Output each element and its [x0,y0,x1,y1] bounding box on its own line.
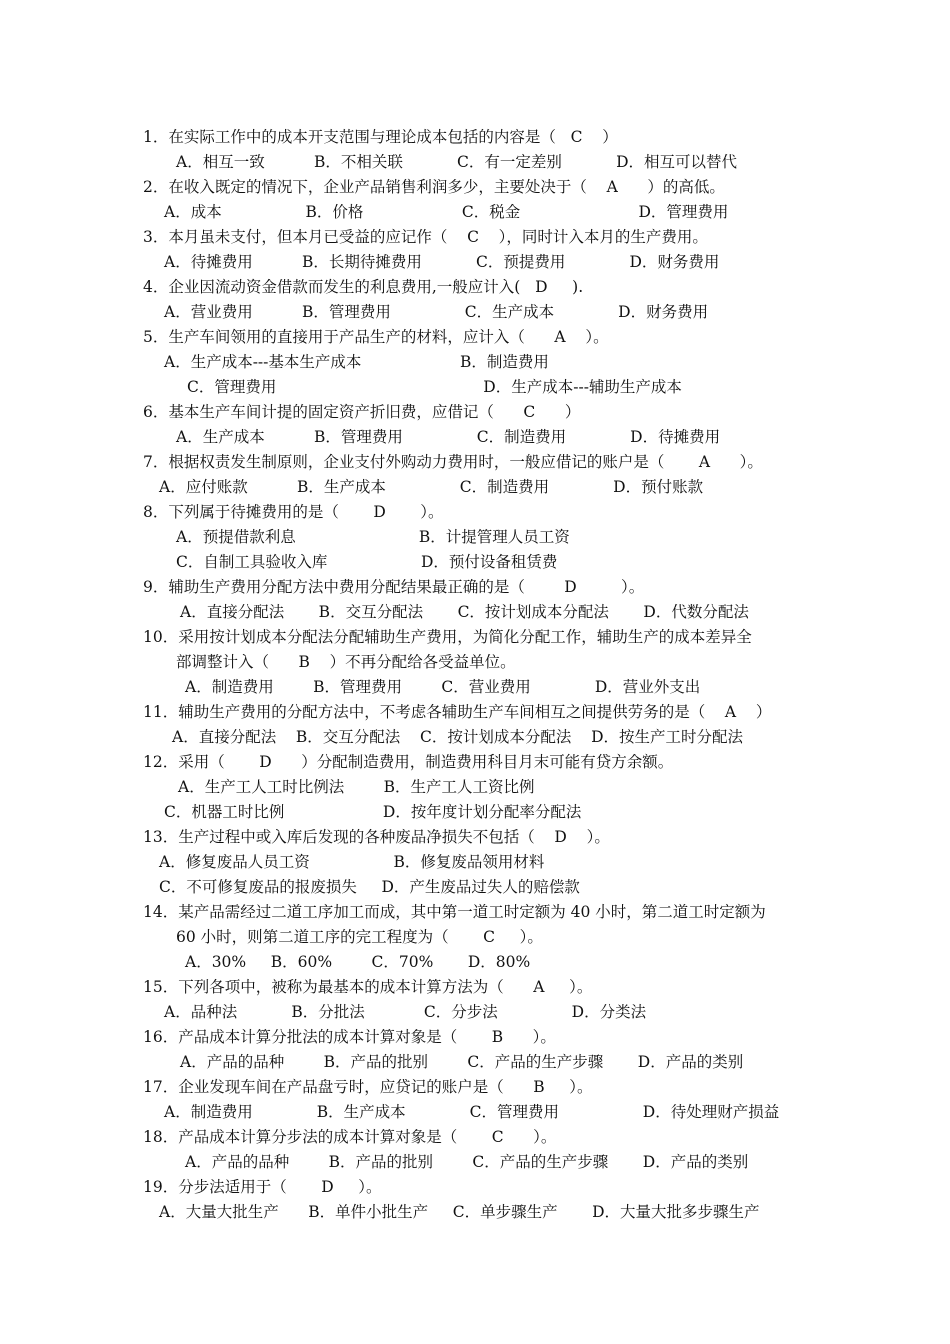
question-18: 18．产品成本计算分步法的成本计算对象是（ C ）。 [143,1128,557,1146]
options-16: A．产品的品种 B．产品的批别 C．产品的生产步骤 D．产品的类别 [180,1053,744,1071]
options-11: A．直接分配法 B．交互分配法 C．按计划成本分配法 D．按生产工时分配法 [172,728,743,746]
options-1: A．相互一致 B．不相关联 C．有一定差别 D．相互可以替代 [176,153,738,171]
options-5b: C．管理费用 D．生产成本---辅助生产成本 [187,378,682,396]
options-9: A．直接分配法 B．交互分配法 C．按计划成本分配法 D．代数分配法 [180,603,749,621]
options-10: A．制造费用 B．管理费用 C．营业费用 D．营业外支出 [185,678,701,696]
options-12b: C．机器工时比例 D．按年度计划分配率分配法 [164,803,582,821]
options-8b: C．自制工具验收入库 D．预付设备租赁费 [176,553,558,571]
question-8: 8．下列属于待摊费用的是（ D ）。 [143,503,444,521]
options-8a: A．预提借款利息 B．计提管理人员工资 [176,528,570,546]
question-3: 3．本月虽未支付，但本月已受益的应记作（ C ），同时计入本月的生产费用。 [143,228,708,246]
options-7: A．应付账款 B．生产成本 C．制造费用 D．预付账款 [159,478,704,496]
options-15: A．品种法 B．分批法 C．分步法 D．分类法 [164,1003,647,1021]
options-18: A．产品的品种 B．产品的批别 C．产品的生产步骤 D．产品的类别 [185,1153,749,1171]
options-13a: A．修复废品人员工资 B．修复废品领用材料 [159,853,545,871]
question-11: 11．辅助生产费用的分配方法中，不考虑各辅助生产车间相互之间提供劳务的是（ A ） [143,703,772,721]
question-10-cont: 部调整计入（ B ）不再分配给各受益单位。 [176,653,516,671]
question-1: 1．在实际工作中的成本开支范围与理论成本包括的内容是（ C ） [143,128,618,146]
options-14: A．30% B．60% C．70% D．80% [185,953,531,971]
options-6: A．生产成本 B．管理费用 C．制造费用 D．待摊费用 [176,428,721,446]
question-13: 13．生产过程中或入库后发现的各种废品净损失不包括（ D ）。 [143,828,610,846]
options-2: A．成本 B．价格 C．税金 D．管理费用 [164,203,729,221]
options-19: A．大量大批生产 B．单件小批生产 C．单步骤生产 D．大量大批多步骤生产 [159,1203,760,1221]
question-6: 6．基本生产车间计提的固定资产折旧费，应借记（ C ） [143,403,581,421]
options-5a: A．生产成本---基本生产成本 B．制造费用 [164,353,549,371]
question-16: 16．产品成本计算分批法的成本计算对象是（ B ）。 [143,1028,556,1046]
question-12: 12．采用（ D ）分配制造费用，制造费用科目月末可能有贷方余额。 [143,753,674,771]
question-17: 17．企业发现车间在产品盘亏时，应贷记的账户是（ B ）。 [143,1078,593,1096]
question-5: 5．生产车间领用的直接用于产品生产的材料，应计入（ A ）。 [143,328,609,346]
question-7: 7．根据权责发生制原则，企业支付外购动力费用时，一般应借记的账户是（ A ）。 [143,453,763,471]
question-4: 4．企业因流动资金借款而发生的利息费用,一般应计入( D ). [143,278,584,296]
options-13b: C．不可修复废品的报废损失 D．产生废品过失人的赔偿款 [159,878,580,896]
question-10: 10．采用按计划成本分配法分配辅助生产费用，为简化分配工作，辅助生产的成本差异全 [143,628,752,646]
options-17: A．制造费用 B．生产成本 C．管理费用 D．待处理财产损益 [164,1103,780,1121]
question-14: 14．某产品需经过二道工序加工而成，其中第一道工时定额为 40 小时，第二道工时定额为 [143,903,766,921]
question-14-cont: 60 小时，则第二道工序的完工程度为（ C ）。 [176,928,543,946]
question-2: 2．在收入既定的情况下，企业产品销售利润多少，主要处决于（ A ）的高低。 [143,178,725,196]
options-3: A．待摊费用 B．长期待摊费用 C．预提费用 D．财务费用 [164,253,720,271]
options-12a: A．生产工人工时比例法 B．生产工人工资比例 [178,778,535,796]
question-15: 15．下列各项中，被称为最基本的成本计算方法为（ A ）。 [143,978,593,996]
options-4: A．营业费用 B．管理费用 C．生产成本 D．财务费用 [164,303,709,321]
question-19: 19．分步法适用于（ D ）。 [143,1178,382,1196]
question-9: 9．辅助生产费用分配方法中费用分配结果最正确的是（ D ）。 [143,578,645,596]
